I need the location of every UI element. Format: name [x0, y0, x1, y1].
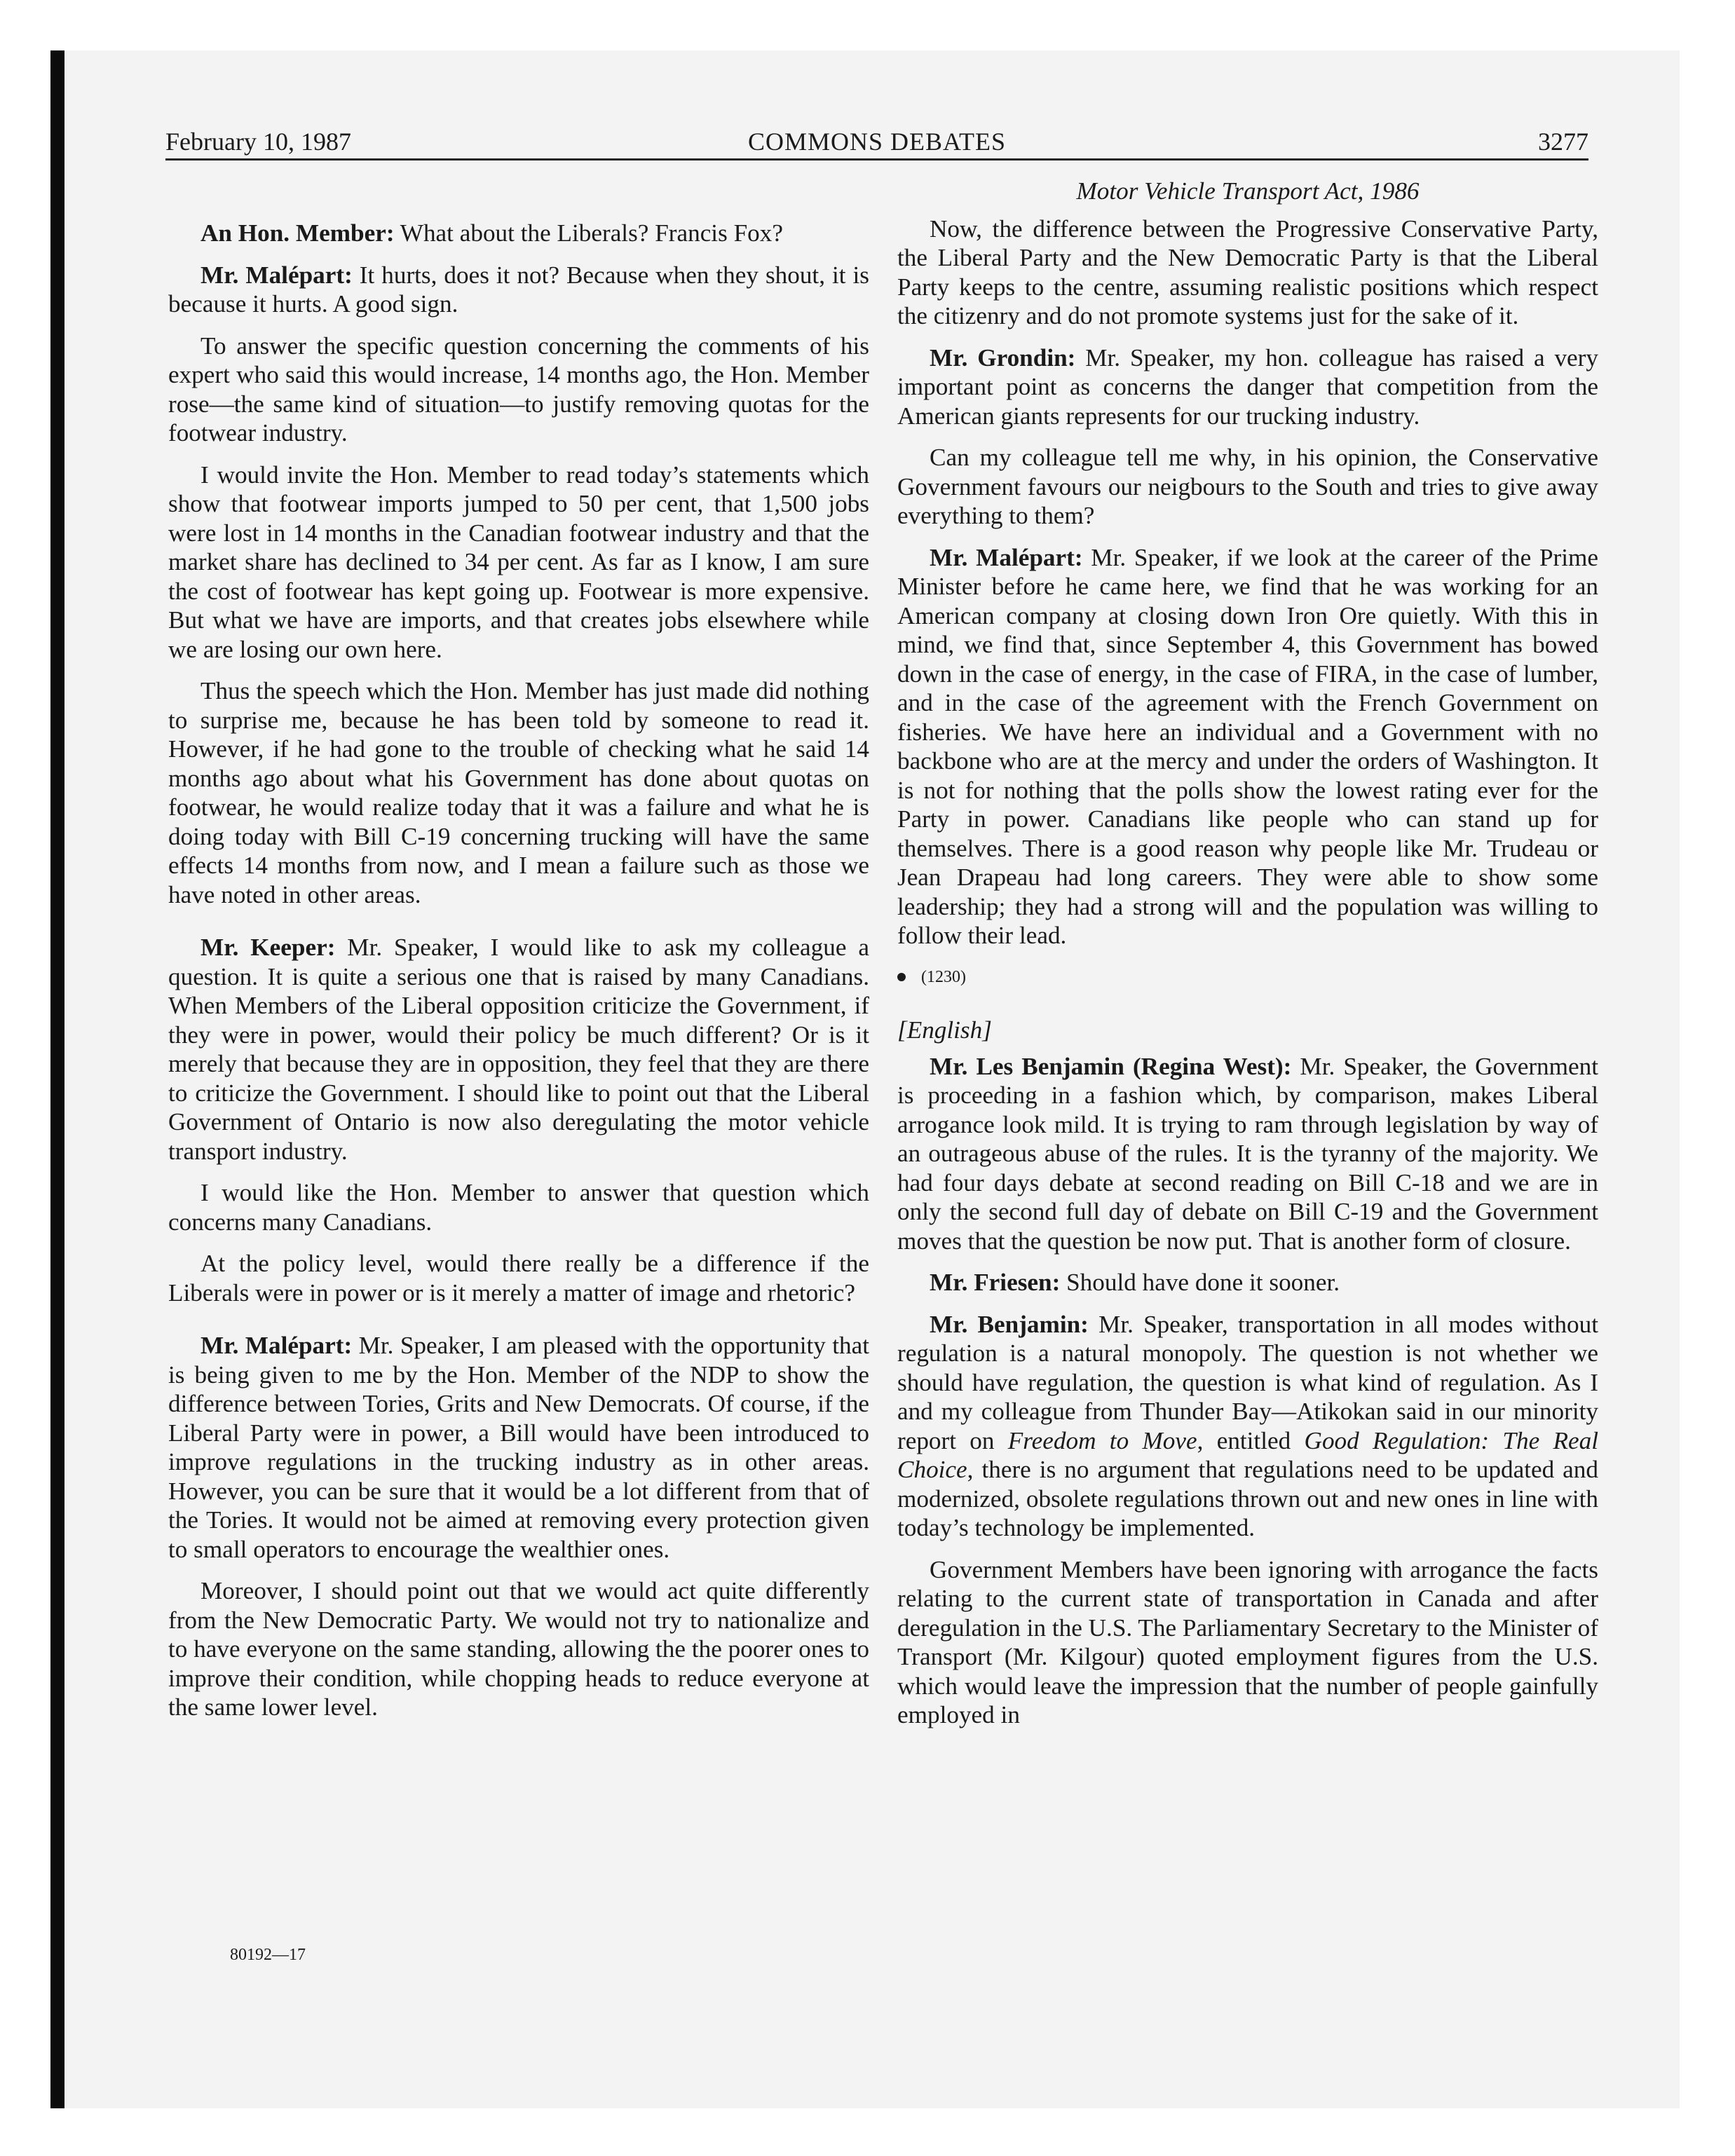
paragraph [168, 332, 869, 448]
paragraph [168, 933, 869, 1166]
header-publication: COMMONS DEBATES [747, 128, 1007, 156]
paragraph-text: I would like the Hon. Member to answer that question which concerns many Canadians. [168, 1179, 869, 1236]
paragraph [168, 219, 869, 248]
time-marker-text: (1230) [921, 967, 966, 986]
speaker-name: Mr. Benjamin: [930, 1310, 1089, 1338]
left-column [168, 219, 869, 1735]
paragraph-text: Thus the speech which the Hon. Member has just made did nothing to surprise me, because he has been told by someone to read it. However, if he had gone to the trouble of checking what he said 14 months ago about what his Government has done about quotas on footwear, he would realize today that it was a failure and what he is doing today with Bill C-19 concerning trucking will have the same effects 14 months from now, and I mean a failure such as those we have noted in other areas. [168, 677, 869, 908]
paragraph-text: Moreover, I should point out that we would act quite differently from the New Democratic Party. We would not try to nationalize and to have everyone on the same standing, allowing the the poorer ones to improve their condition, while chopping heads to reduce everyone at the same lower level. [168, 1577, 869, 1721]
paragraph [897, 1268, 1598, 1297]
paragraph [897, 543, 1598, 950]
paragraph [168, 1178, 869, 1236]
paragraph [168, 1576, 869, 1722]
section-subhead: Motor Vehicle Transport Act, 1986 [1076, 177, 1420, 205]
paragraph-text: At the policy level, would there really be a difference if the Liberals were in power or is it merely a matter of image and rhetoric? [168, 1250, 869, 1306]
paragraph-text: It hurts, does it not? Because when they shout, it is because it hurts. A good sign. [168, 261, 869, 318]
running-head [165, 125, 1588, 161]
report-title: Good Regulation: The Real Choice [897, 1426, 1598, 1483]
paragraph-text: What about the Liberals? Francis Fox? [394, 219, 783, 247]
speaker-name: Mr. Malépart: [200, 1332, 353, 1359]
speaker-name: An Hon. Member: [200, 219, 395, 247]
speaker-name: Mr. Malépart: [200, 261, 353, 289]
right-column [897, 177, 1598, 1742]
footer-code: 80192—17 [230, 1946, 306, 1964]
bullet-dot-icon [897, 973, 906, 981]
paragraph-text: Can my colleague tell me why, in his opinion, the Conservative Government favours our neigbours to the South and tries to give away everything to them? [897, 444, 1598, 529]
paragraph [168, 1331, 869, 1564]
paragraph-text: I would invite the Hon. Member to read today’s statements which show that footwear imports jumped to 50 per cent, that 1,500 jobs were lost in 14 months in the Canadian footwear industry and that the market share has declined to 34 per cent. As far as I know, I am sure the cost of footwear has kept going up. Footwear is more expensive. But what we have are imports, and that creates jobs elsewhere while we are losing our own here. [168, 460, 869, 663]
paragraph [897, 1555, 1598, 1730]
paragraph [897, 1310, 1598, 1543]
paragraph-text: Mr. Speaker, if we look at the career of the Prime Minister before he came here, we find that he was working for an American company at closing down Iron Ore quietly. With this in mind, we find that, since September 4, this Government has bowed down in the case of energy, in the case of FIRA, in the case of lumber, and in the case of the agreement with the French Government on fisheries. We have here an individual and a Government with no backbone who are at the mercy and under the orders of Washington. It is not for nothing that the polls show the lowest rating ever for the Party in power. Canadians like people who can stand up for themselves. There is a good reason why people like Mr. Trudeau or Jean Drapeau had long careers. They were able to show some leadership; they had a strong will and the population was willing to follow their lead. [897, 543, 1599, 949]
speaker-name: Mr. Grondin: [930, 343, 1076, 371]
header-page-number: 3277 [1538, 128, 1588, 156]
paragraph-text: Mr. Speaker, my hon. colleague has raised a very important point as concerns the danger that competition from the American giants represents for our trucking industry. [897, 343, 1598, 430]
paragraph-text: Mr. Speaker, I would like to ask my colleague a question. It is quite a serious one that is raised by many Canadians. When Members of the Liberal opposition criticize the Government, if they were in power, would their policy be much different? Or is it merely that because they are in opposition, they feel that they are there to criticize the Government. I should like to point out that the Liberal Government of Ontario is now also deregulating the motor vehicle transport industry. [168, 934, 869, 1165]
paragraph [897, 214, 1598, 331]
speaker-name: Mr. Malépart: [930, 543, 1083, 571]
speaker-name: Mr. Friesen: [930, 1269, 1061, 1296]
paragraph-text: Should have done it sooner. [1060, 1269, 1340, 1296]
paragraph [897, 1052, 1598, 1256]
paragraph-text: To answer the specific question concerning the comments of his expert who said this would increase, 14 months ago, the Hon. Member rose—the same kind of situation—to justify removing quotas for the footwear industry. [168, 332, 869, 446]
header-date: February 10, 1987 [165, 128, 351, 156]
language-marker: [English] [897, 1016, 992, 1044]
speaker-name: Mr. Les Benjamin (Regina West): [930, 1052, 1292, 1080]
paragraph [897, 343, 1598, 431]
paragraph [168, 1249, 869, 1307]
paragraph-text: , there is no argument that regulations need to be updated and modernized, obsolete regulations thrown out and new ones in line with today’s technology be implemented. [897, 1456, 1598, 1541]
time-marker [897, 963, 1598, 992]
scan-edge [50, 50, 64, 2108]
paragraph-text: Government Members have been ignoring with arrogance the facts relating to the current state of transportation in Canada and after deregulation in the U.S. The Parliamentary Secretary to the Minister of Transport (Mr. Kilgour) quoted employment figures from the U.S. which would leave the impression that the number of people gainfully employed in [897, 1555, 1598, 1728]
paragraph [168, 460, 869, 664]
paragraph [897, 443, 1598, 531]
paragraph [168, 261, 869, 319]
paragraph [168, 676, 869, 909]
speaker-name: Mr. Keeper: [200, 934, 336, 961]
paragraph-text: Mr. Speaker, the Government is proceeding in a fashion which, by comparison, makes Liberal arrogance look mild. It is trying to ram through legislation by way of an outrageous abuse of the rules. It is the tyranny of the majority. We had four days debate at second reading on Bill C-18 and we are in only the second full day of debate on Bill C-19 and the Government moves that the question be now put. That is another form of closure. [897, 1052, 1598, 1255]
report-title: Freedom to Move [1007, 1426, 1197, 1454]
paragraph-text: Mr. Speaker, I am pleased with the opportunity that is being given to me by the Hon. Member of the NDP to show the difference between Tories, Grits and New Democrats. Of course, if the Liberal Party were in power, a Bill would have been introduced to improve regulations in the trucking industry as in other areas. However, you can be sure that it would be a lot different from that of the Tories. It would not be aimed at removing every protection given to small operators to encourage the wealthier ones. [168, 1332, 869, 1563]
paragraph-text: Mr. Speaker, transportation in all modes without regulation is a natural monopoly. The question is not whether we should have regulation, the question is what kind of regulation. As I and my colleague from Thunder Bay—Atikokan said in our minority report on [897, 1310, 1598, 1454]
paragraph-text: Now, the difference between the Progressive Conservative Party, the Liberal Party and the New Democratic Party is that the Liberal Party keeps to the centre, assuming realistic positions which respect the citizenry and do not promote systems just for the sake of it. [897, 214, 1598, 329]
paragraph-text: , entitled [1197, 1426, 1305, 1454]
